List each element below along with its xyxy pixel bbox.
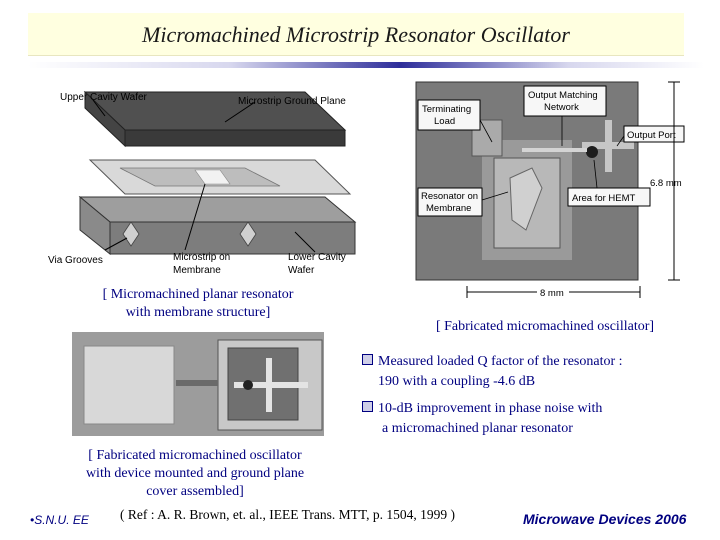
bullet-q-factor <box>362 352 623 392</box>
figure1-caption-line1: [ Micromachined planar resonator <box>102 287 294 302</box>
bullet-phase-noise-line2: a micromachined planar resonator <box>382 421 573 436</box>
output-match-label-line2: Network <box>544 102 579 113</box>
figure3-caption-line2: with device mounted and ground plane <box>85 466 305 481</box>
lower-cavity-label-line1: Lower Cavity <box>288 252 346 263</box>
bullet-square-icon <box>362 401 373 412</box>
figure3-caption <box>40 447 350 501</box>
figure3-caption-line1: [ Fabricated micromachined oscillator <box>88 448 302 463</box>
assembled-oscillator-photo <box>72 332 324 436</box>
footer-course: Microwave Devices 2006 <box>523 511 687 527</box>
terminating-label-line1: Terminating <box>422 104 472 115</box>
microstrip-label-line2: Membrane <box>173 265 221 276</box>
output-port-label: Output Port <box>627 130 676 141</box>
resonator-label-line1: Resonator on <box>421 191 479 202</box>
resonator-label-line2: Membrane <box>426 203 472 214</box>
microstrip-label-line1: Microstrip on <box>173 252 231 263</box>
title-divider <box>28 62 704 68</box>
width-dimension-label: 8 mm <box>540 288 564 299</box>
bullet-q-factor-line1: Measured loaded Q factor of the resonator : <box>378 354 623 369</box>
upper-cavity-label: Upper Cavity Wafer <box>60 92 147 103</box>
figure2-caption: [ Fabricated micromachined oscillator] <box>435 319 655 334</box>
terminating-label-line2: Load <box>434 116 456 127</box>
figure1-caption-line2: with membrane structure] <box>125 305 271 320</box>
footer-institution: •S.N.U. EE <box>30 513 89 527</box>
height-dimension-label: 6.8 mm <box>650 178 682 189</box>
output-match-label-line1: Output Matching <box>528 90 598 101</box>
bullet-square-icon <box>362 354 373 365</box>
bullet-phase-noise-line1: 10-dB improvement in phase noise with <box>378 401 603 416</box>
via-grooves-label: Via Grooves <box>48 255 103 266</box>
bullet-phase-noise <box>362 399 602 439</box>
fabricated-oscillator-photo <box>412 80 692 305</box>
slide-title: Micromachined Microstrip Resonator Oscillator <box>142 22 570 47</box>
ground-plane-label: Microstrip Ground Plane <box>238 96 346 107</box>
lower-cavity-label-line2: Wafer <box>288 265 315 276</box>
footer-reference: ( Ref : A. R. Brown, et. al., IEEE Trans. MTT, p. 1504, 1999 ) <box>120 507 455 522</box>
bullet-q-factor-line2: 190 with a coupling -4.6 dB <box>378 374 536 389</box>
hemt-label: Area for HEMT <box>572 193 636 204</box>
figure3-caption-line3: cover assembled] <box>146 484 244 499</box>
figure1-caption <box>58 286 338 322</box>
membrane-structure-diagram <box>45 82 365 282</box>
